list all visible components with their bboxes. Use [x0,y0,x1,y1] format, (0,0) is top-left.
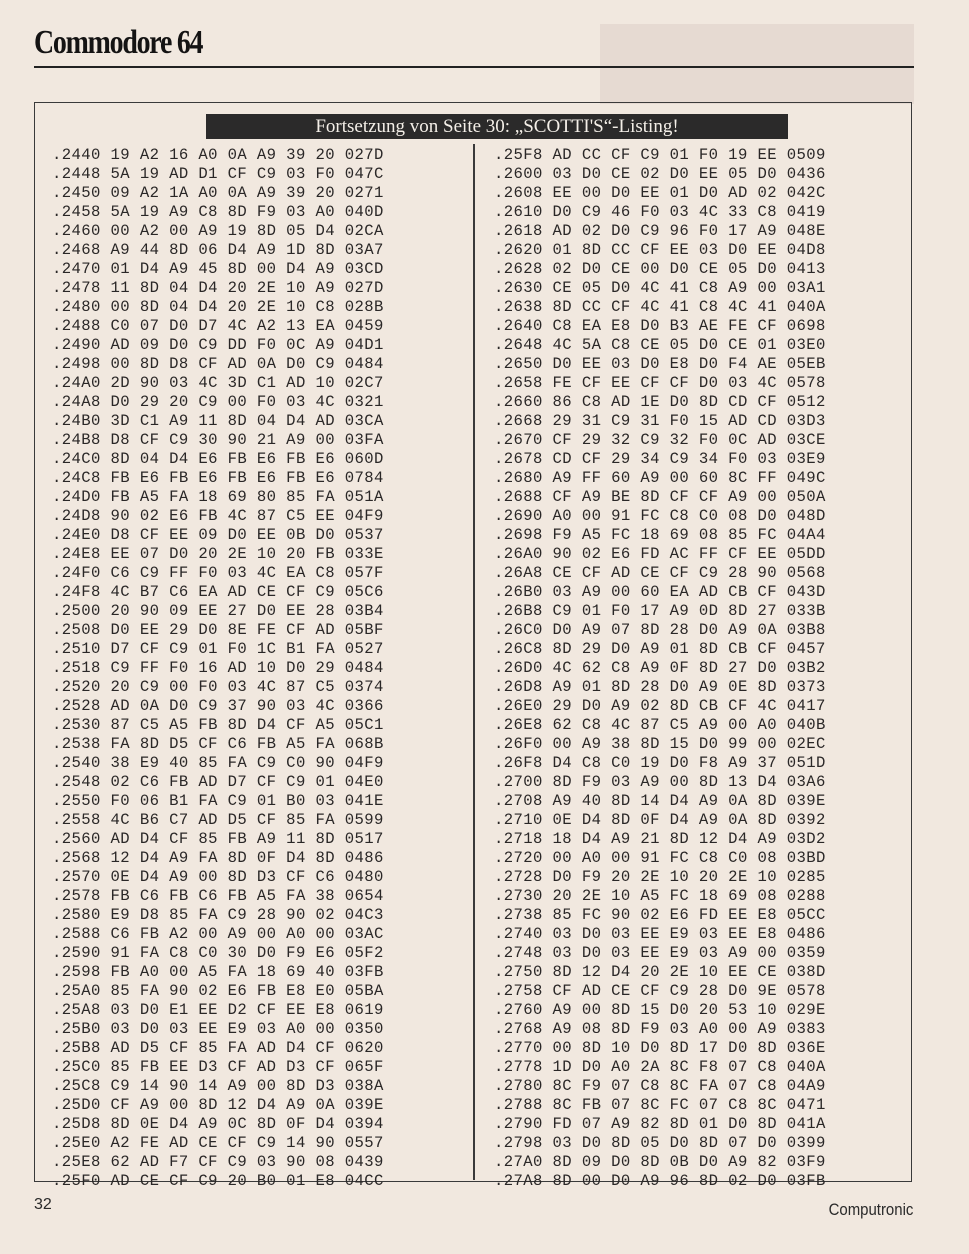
publisher-name: Computronic [828,1200,913,1219]
listing-line: .2580 E9 D8 85 FA C9 28 90 02 04C3 [52,906,384,924]
listing-line: .2540 38 E9 40 85 FA C9 C0 90 04F9 [52,754,384,772]
listing-line: .25B0 03 D0 03 EE E9 03 A0 00 0350 [52,1020,384,1038]
listing-line: .2750 8D 12 D4 20 2E 10 EE CE 038D [494,963,826,981]
page-number: 32 [34,1196,52,1213]
listing-line: .2568 12 D4 A9 FA 8D 0F D4 8D 0486 [52,849,384,867]
listing-line: .2510 D7 CF C9 01 F0 1C B1 FA 0527 [52,640,384,658]
listing-line: .24E0 D8 CF EE 09 D0 EE 0B D0 0537 [52,526,384,544]
listing-line: .24B8 D8 CF C9 30 90 21 A9 00 03FA [52,431,384,449]
listing-line: .2730 20 2E 10 A5 FC 18 69 08 0288 [494,887,826,905]
listing-line: .2468 A9 44 8D 06 D4 A9 1D 8D 03A7 [52,241,384,259]
listing-line: .26B0 03 A9 00 60 EA AD CB CF 043D [494,583,826,601]
listing-line: .24F0 C6 C9 FF F0 03 4C EA C8 057F [52,564,384,582]
listing-line: .25F8 AD CC CF C9 01 F0 19 EE 0509 [494,146,826,164]
listing-line: .2478 11 8D 04 D4 20 2E 10 A9 027D [52,279,384,297]
listing-line: .2650 D0 EE 03 D0 E8 D0 F4 AE 05EB [494,355,826,373]
listing-line: .26D8 A9 01 8D 28 D0 A9 0E 8D 0373 [494,678,826,696]
listing-line: .2640 C8 EA E8 D0 B3 AE FE CF 0698 [494,317,826,335]
listing-line: .2678 CD CF 29 34 C9 34 F0 03 03E9 [494,450,826,468]
listing-line: .2658 FE CF EE CF CF D0 03 4C 0578 [494,374,826,392]
listing-line: .2618 AD 02 D0 C9 96 F0 17 A9 048E [494,222,826,240]
listing-line: .25E0 A2 FE AD CE CF C9 14 90 0557 [52,1134,384,1152]
listing-line: .24B0 3D C1 A9 11 8D 04 D4 AD 03CA [52,412,384,430]
listing-line: .26E0 29 D0 A9 02 8D CB CF 4C 0417 [494,697,826,715]
listing-line: .2608 EE 00 D0 EE 01 D0 AD 02 042C [494,184,826,202]
listing-line: .2440 19 A2 16 A0 0A A9 39 20 027D [52,146,384,164]
listing-line: .2590 91 FA C8 C0 30 D0 F9 E6 05F2 [52,944,384,962]
listing-line: .2670 CF 29 32 C9 32 F0 0C AD 03CE [494,431,826,449]
listing-line: .26B8 C9 01 F0 17 A9 0D 8D 27 033B [494,602,826,620]
listing-line: .2638 8D CC CF 4C 41 C8 4C 41 040A [494,298,826,316]
listing-line: .24F8 4C B7 C6 EA AD CE CF C9 05C6 [52,583,384,601]
listing-line: .25B8 AD D5 CF 85 FA AD D4 CF 0620 [52,1039,384,1057]
listing-line: .25C8 C9 14 90 14 A9 00 8D D3 038A [52,1077,384,1095]
listing-line: .2570 0E D4 A9 00 8D D3 CF C6 0480 [52,868,384,886]
listing-line: .2740 03 D0 03 EE E9 03 EE E8 0486 [494,925,826,943]
listing-line: .24A8 D0 29 20 C9 00 F0 03 4C 0321 [52,393,384,411]
listing-line: .2738 85 FC 90 02 E6 FD EE E8 05CC [494,906,826,924]
listing-line: .2728 D0 F9 20 2E 10 20 2E 10 0285 [494,868,826,886]
listing-line: .2628 02 D0 CE 00 D0 CE 05 D0 0413 [494,260,826,278]
listing-line: .2620 01 8D CC CF EE 03 D0 EE 04D8 [494,241,826,259]
listing-line: .2768 A9 08 8D F9 03 A0 00 A9 0383 [494,1020,826,1038]
listing-line: .2600 03 D0 CE 02 D0 EE 05 D0 0436 [494,165,826,183]
listing-line: .2578 FB C6 FB C6 FB A5 FA 38 0654 [52,887,384,905]
listing-line: .25E8 62 AD F7 CF C9 03 90 08 0439 [52,1153,384,1171]
listing-line: .26C0 D0 A9 07 8D 28 D0 A9 0A 03B8 [494,621,826,639]
listing-line: .2798 03 D0 8D 05 D0 8D 07 D0 0399 [494,1134,826,1152]
listing-line: .2688 CF A9 BE 8D CF CF A9 00 050A [494,488,826,506]
listing-column-right [494,146,826,1191]
listing-line: .2710 0E D4 8D 0F D4 A9 0A 8D 0392 [494,811,826,829]
listing-line: .2610 D0 C9 46 F0 03 4C 33 C8 0419 [494,203,826,221]
listing-line: .25D8 8D 0E D4 A9 0C 8D 0F D4 0394 [52,1115,384,1133]
listing-line: .26F0 00 A9 38 8D 15 D0 99 00 02EC [494,735,826,753]
listing-line: .2528 AD 0A D0 C9 37 90 03 4C 0366 [52,697,384,715]
listing-column-left [52,146,384,1191]
listing-line: .26A8 CE CF AD CE CF C9 28 90 0568 [494,564,826,582]
listing-line: .2518 C9 FF F0 16 AD 10 D0 29 0484 [52,659,384,677]
faded-header-area [600,24,914,104]
listing-line: .2648 4C 5A C8 CE 05 D0 CE 01 03E0 [494,336,826,354]
listing-line: .2508 D0 EE 29 D0 8E FE CF AD 05BF [52,621,384,639]
listing-line: .24E8 EE 07 D0 20 2E 10 20 FB 033E [52,545,384,563]
magazine-masthead: Commodore 64 [34,24,203,61]
listing-line: .2480 00 8D 04 D4 20 2E 10 C8 028B [52,298,384,316]
listing-line: .2558 4C B6 C7 AD D5 CF 85 FA 0599 [52,811,384,829]
listing-line: .25C0 85 FB EE D3 CF AD D3 CF 065F [52,1058,384,1076]
listing-line: .2778 1D D0 A0 2A 8C F8 07 C8 040A [494,1058,826,1076]
listing-banner: Fortsetzung von Seite 30: „SCOTTI'S“-Listing! [206,114,788,139]
listing-line: .2588 C6 FB A2 00 A9 00 A0 00 03AC [52,925,384,943]
listing-line: .2488 C0 07 D0 D7 4C A2 13 EA 0459 [52,317,384,335]
listing-line: .2500 20 90 09 EE 27 D0 EE 28 03B4 [52,602,384,620]
listing-line: .2538 FA 8D D5 CF C6 FB A5 FA 068B [52,735,384,753]
listing-line: .2450 09 A2 1A A0 0A A9 39 20 0271 [52,184,384,202]
listing-line: .26D0 4C 62 C8 A9 0F 8D 27 D0 03B2 [494,659,826,677]
listing-line: .2560 AD D4 CF 85 FB A9 11 8D 0517 [52,830,384,848]
listing-line: .2720 00 A0 00 91 FC C8 C0 08 03BD [494,849,826,867]
listing-line: .24C0 8D 04 D4 E6 FB E6 FB E6 060D [52,450,384,468]
listing-line: .27A8 8D 00 D0 A9 96 8D 02 D0 03FB [494,1172,826,1190]
listing-line: .26E8 62 C8 4C 87 C5 A9 00 A0 040B [494,716,826,734]
listing-line: .2748 03 D0 03 EE E9 03 A9 00 0359 [494,944,826,962]
listing-line: .25D0 CF A9 00 8D 12 D4 A9 0A 039E [52,1096,384,1114]
listing-line: .25A8 03 D0 E1 EE D2 CF EE E8 0619 [52,1001,384,1019]
listing-line: .2530 87 C5 A5 FB 8D D4 CF A5 05C1 [52,716,384,734]
listing-line: .2698 F9 A5 FC 18 69 08 85 FC 04A4 [494,526,826,544]
listing-line: .2760 A9 00 8D 15 D0 20 53 10 029E [494,1001,826,1019]
listing-line: .2690 A0 00 91 FC C8 C0 08 D0 048D [494,507,826,525]
listing-line: .2490 AD 09 D0 C9 DD F0 0C A9 04D1 [52,336,384,354]
listing-line: .2460 00 A2 00 A9 19 8D 05 D4 02CA [52,222,384,240]
listing-line: .2598 FB A0 00 A5 FA 18 69 40 03FB [52,963,384,981]
listing-line: .2680 A9 FF 60 A9 00 60 8C FF 049C [494,469,826,487]
listing-line: .25F0 AD CE CF C9 20 B0 01 E8 04CC [52,1172,384,1190]
listing-line: .2708 A9 40 8D 14 D4 A9 0A 8D 039E [494,792,826,810]
listing-line: .2448 5A 19 AD D1 CF C9 03 F0 047C [52,165,384,183]
listing-line: .2758 CF AD CE CF C9 28 D0 9E 0578 [494,982,826,1000]
listing-line: .26F8 D4 C8 C0 19 D0 F8 A9 37 051D [494,754,826,772]
listing-line: .26C8 8D 29 D0 A9 01 8D CB CF 0457 [494,640,826,658]
listing-line: .2770 00 8D 10 D0 8D 17 D0 8D 036E [494,1039,826,1057]
listing-line: .2498 00 8D D8 CF AD 0A D0 C9 0484 [52,355,384,373]
listing-line: .2660 86 C8 AD 1E D0 8D CD CF 0512 [494,393,826,411]
listing-line: .2550 F0 06 B1 FA C9 01 B0 03 041E [52,792,384,810]
listing-line: .27A0 8D 09 D0 8D 0B D0 A9 82 03F9 [494,1153,826,1171]
listing-line: .2788 8C FB 07 8C FC 07 C8 8C 0471 [494,1096,826,1114]
masthead-rule [34,66,914,68]
listing-line: .24A0 2D 90 03 4C 3D C1 AD 10 02C7 [52,374,384,392]
listing-line: .2718 18 D4 A9 21 8D 12 D4 A9 03D2 [494,830,826,848]
listing-line: .24C8 FB E6 FB E6 FB E6 FB E6 0784 [52,469,384,487]
column-divider [473,144,475,1180]
listing-line: .2548 02 C6 FB AD D7 CF C9 01 04E0 [52,773,384,791]
listing-line: .24D8 90 02 E6 FB 4C 87 C5 EE 04F9 [52,507,384,525]
listing-line: .2700 8D F9 03 A9 00 8D 13 D4 03A6 [494,773,826,791]
listing-line: .2780 8C F9 07 C8 8C FA 07 C8 04A9 [494,1077,826,1095]
listing-line: .25A0 85 FA 90 02 E6 FB E8 E0 05BA [52,982,384,1000]
listing-line: .2668 29 31 C9 31 F0 15 AD CD 03D3 [494,412,826,430]
listing-line: .2458 5A 19 A9 C8 8D F9 03 A0 040D [52,203,384,221]
listing-line: .2470 01 D4 A9 45 8D 00 D4 A9 03CD [52,260,384,278]
listing-line: .24D0 FB A5 FA 18 69 80 85 FA 051A [52,488,384,506]
listing-line: .2790 FD 07 A9 82 8D 01 D0 8D 041A [494,1115,826,1133]
listing-line: .2520 20 C9 00 F0 03 4C 87 C5 0374 [52,678,384,696]
listing-line: .2630 CE 05 D0 4C 41 C8 A9 00 03A1 [494,279,826,297]
listing-line: .26A0 90 02 E6 FD AC FF CF EE 05DD [494,545,826,563]
